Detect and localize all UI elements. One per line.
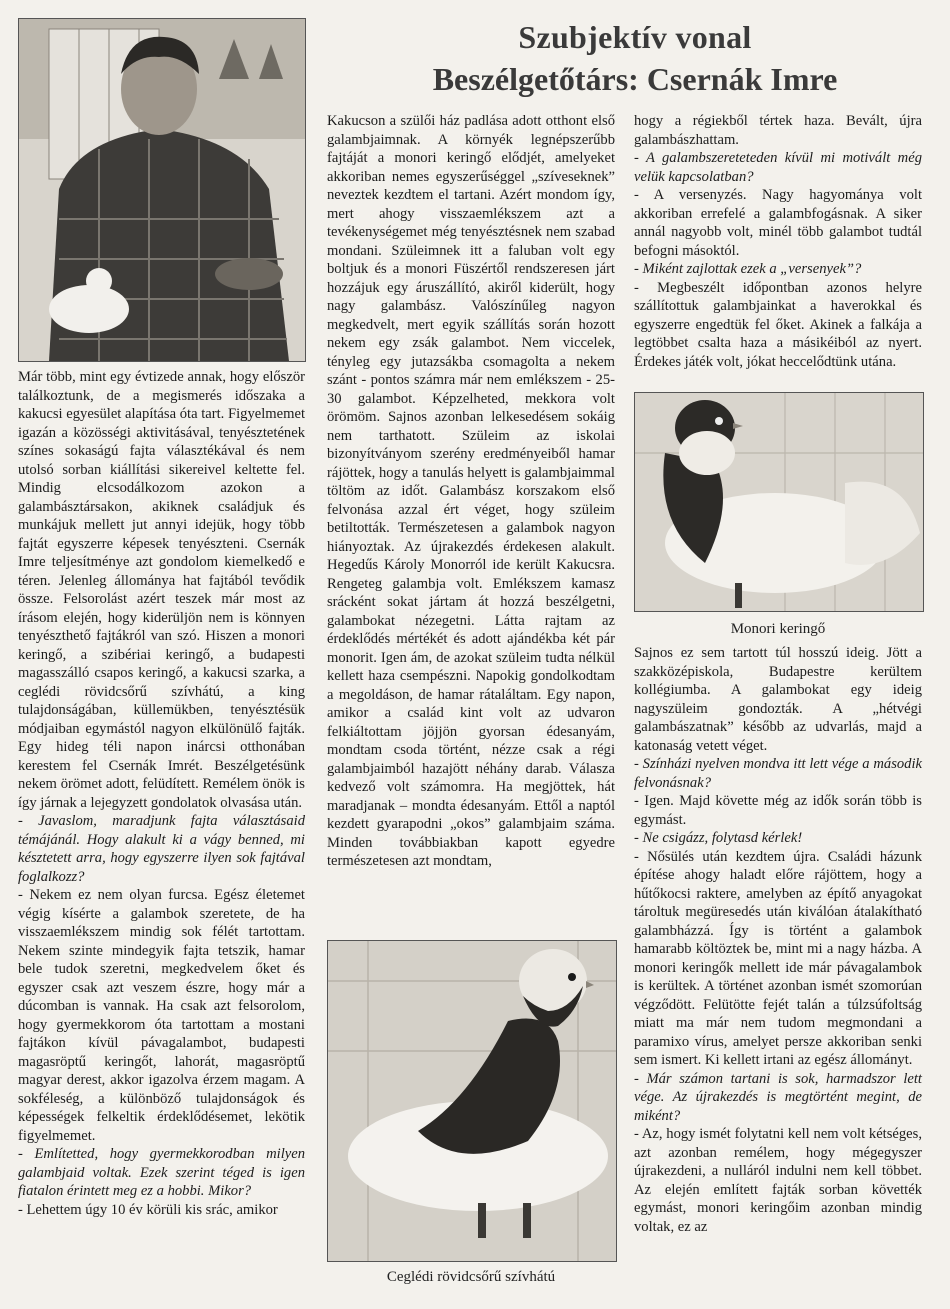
title-line-2: Beszélgetőtárs: Csernák Imre (432, 61, 838, 97)
interview-answer: - A versenyzés. Nagy hagyománya volt akkoriban errefelé a galambfogásnak. A siker annál nagyobb volt, minél több galambot tudtál befogni másoktól. (634, 187, 922, 259)
article-column-3-bottom (634, 644, 922, 1294)
interview-question: - Említetted, hogy gyermekkorodban milyen galambjaid voltak. Ezek szerint téged is igen fiatalon érintett meg ez a hobbi. Mikor? (18, 1146, 305, 1199)
title-line-1: Szubjektív vonal (518, 19, 752, 55)
interview-question: - Miként zajlottak ezek a „versenyek”? (634, 261, 862, 277)
interview-question: - Javaslom, maradjunk fajta választásaid témájánál. Hogy alakult ki a vágy benned, mi késztetett arra, hogy egyszerre ilyen sok fajtával foglalkozz? (18, 813, 305, 885)
interview-question: - A galambszereteteden kívül mi motivált még velük kapcsolatban? (634, 150, 922, 185)
article-column-2 (327, 112, 615, 935)
interview-question: - Színházi nyelven mondva itt lett vége a második felvonásnak? (634, 756, 922, 791)
intro-paragraph: Már több, mint egy évtizede annak, hogy először találkoztunk, de a megismerés időszaka a kakucsi egyesület alapítása óta tart. Figyelmemet igazán a közösségi aktivitásával, tenyésztetének színes sokaságú fajta választékával és nem utolsó sorban kiállítási sikereivel keltette fel. Mindig elcsodálkozom azokon a galambásztársakon, akiknek családjuk és munkájuk mellett jut annyi idejük, hogy több fajtát egyszerre képesek tenyészteni. Csernák Imre teljesítménye azt gondolom kiemelkedő e téren. Jelenleg állománya hat fajtából tevődik össze. Felsorolást azért teszek már most az írásom elején, hogy kiderüljön nem is könnyen tenyészthető fajtákról van szó. Hiszen a monori keringő, a szibériai keringő, a budapesti magasszálló csapos keringő, a kakucsi szarka, a ceglédi rövidcsőrű szívhátú, a king tulajdonságában, küllemükben, tenyésztésük módjaiban egymástól nagyon elkülönülő fajták. Egy hideg téli napon inárcsi otthonában kerestem fel Csernák Imrét. Beszélgetésünk nekem örömet adott, felüdített. Remélem önök is így járnak a lejegyzett gondolatok olvasása után. (18, 369, 305, 811)
interview-answer: - Lehettem úgy 10 év körüli kis srác, amikor (18, 1201, 278, 1218)
monori-pigeon-photo (634, 392, 924, 612)
interview-answer: - Igen. Majd követte még az idők során több is egymást. (634, 793, 922, 828)
cegledi-caption: Ceglédi rövidcsőrű szívhátú (386, 1269, 556, 1285)
interview-answer: Kakucson a szülői ház padlása adott otthont első galambjaimnak. A környék legnépszerűbb fajtáját a monori keringő elődjét, amelyeket akkoriban nemes egyszerűséggel „szíveseknek” neveztek kezdtem el tartani. Azért mondom így, mert ahogy visszaemlékszem azt a tevékenységemet még tenyésztésnek nem szabad mondani. Szüleimnek itt a faluban volt egy boltjuk és a monori Füszértől rendszeresen járt hozzájuk egy áruszállító, akiről kiderült, hogy nagy galambász. Valószínűleg nagyon megkedvelt, mert egyik szállítás során hozott nekem egy zsák galambot. Nem viccelek, tényleg egy jutazsákba csomagolta a nekem szánt - pontos számra már nem emlékszem - 25-30 galambot. Képzelheted, mekkora volt örömöm. Sajnos azonban lelkesedésem sokáig nem tarthatott. Szüleim az iskolai bizonyítványom szerény eredményeiből hamar rájöttek, hogy a tanulás helyett is galambjaimmal töltöm az időt. Galambász korszakom első felvonása azzal ért véget, hogy szüleim betiltották. Természetesen a galambok nagyon hiányoztak. Az újrakezdés érdekesen alakult. Hegedűs Károly Monorról ide került Kakucsra. Rengeteg galambja volt. Emlékszem kamasz srácként sokat jártam át hozzá beszélgetni, galambokat nézegetni. Látta rajtam az érdeklődés mértékét és adott ajándékba két pár monorit. Igen ám, de azokat szüleim tudta nélkül kellett haza csempészni. Napokig gondolkodtam a megoldáson, de hamar rátaláltam. Egy napon, amikor a család kint volt az udvaron felkiáltottam jöjjön gyorsan édesanyám, mondtam csoda történt, nézze csak a régi galambjaimból hazajött néhány darab. Válasza kedvező volt számomra. Ha megjöttek, hát maradjanak – mondta édesanyám. Ettől a naptól kezdett gyarapodni „okos” galambjaim száma. Minden továbbiakban kapott egyedre természetesen azt mondtam, (327, 113, 615, 869)
monori-caption: Monori keringő (730, 621, 826, 637)
interview-answer: - Megbeszélt időpontban azonos helyre szállítottuk galambjainkat a haverokkal és egyszerre engedtük fel őket. Akinek a falkája a legtöbbet csalta haza a másikéiból az nyert. Érdekes játék volt, jókat heccelődtünk utána. (634, 279, 922, 370)
interview-answer: - Nősülés után kezdtem újra. Családi házunk építése ahogy haladt előre rájöttem, hogy a hűtőkocsi raktere, amelyben az építő anyagokat tároltuk megüresedés után kiválóan átalakítható galambházzá. Így is történt a galambok hamarabb költöztek be, mint mi a nagy házba. A monori keringők mellett ide már pávagalambok is kerültek. A történet azonban ismét szomorúan végződött. Felütötte fejét talán a túlzsúfoltság miatt ma már nem tudom megmondani a paramixo vírus, amelyet persze akkoriban senki sem ismert. Ki kellett irtani az egész állományt. (634, 848, 922, 1068)
interview-answer: - Az, hogy ismét folytatni kell nem volt kétséges, azt azonban remélem, hogy mégegyszer újrakezdeni, a nulláról indulni nem kell többet. Az elején említett fajták sorban követték egymást, monori keringőim azonban mindig voltak, ez az (634, 1126, 922, 1235)
article-title (330, 18, 940, 98)
interview-question: - Már számon tartani is sok, harmadszor lett vége. Az újrakezdés is megtörtént megint, de miként? (634, 1070, 922, 1124)
interview-question: - Ne csigázz, folytasd kérlek! (634, 830, 803, 846)
interview-answer: hogy a régiekből tértek haza. Bevált, újra galambászhattam. (634, 113, 922, 148)
interview-answer: Sajnos ez sem tartott túl hosszú ideig. Jött a szakközépiskola, Budapestre kerültem kollégiumba. A galambokat egy ideig nagyszüleim gondozták. A „hétvégi galambászatnak” később az udvarlás, majd a katonaság vetett véget. (634, 645, 922, 754)
cegledi-pigeon-photo (327, 940, 617, 1262)
portrait-photo (18, 18, 306, 362)
article-column-1 (18, 368, 305, 1293)
article-column-3-top (634, 112, 922, 390)
interview-answer: - Nekem ez nem olyan furcsa. Egész életemet végig kísérte a galambok szeretete, de ha visszaemlékszem mindig sok félét tartottam. Nekem szinte mindegyik fajta tetszik, hamar bele tudok szeretni, megkedvelem őket és egyszer csak azt veszem észre, hogy már a dúcomban is vannak. Ha csak azt felsorolom, hogy gyermekkorom óta tartottam a mostani fajtákon kívül pávagalambot, budapesti magasröptű keringőt, lahorát, magasröptű magyar derest, akkor igazolva érzem magam. A sokféleség, a különböző tulajdonságok és képességek felkeltik érdeklődésemet, lekötik figyelmemet. (18, 887, 305, 1144)
